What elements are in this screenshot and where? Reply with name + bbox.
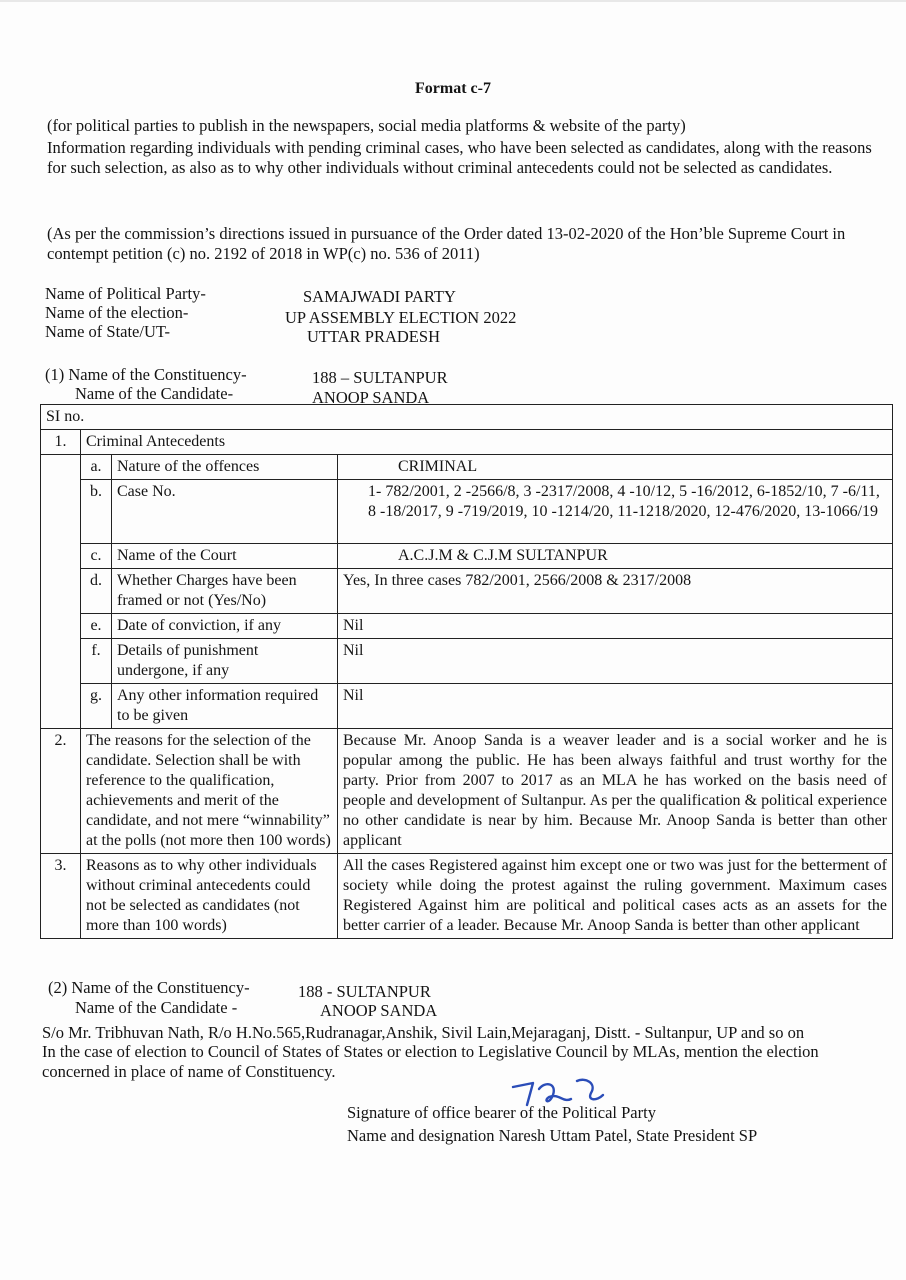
sub-value: Nil — [338, 614, 893, 639]
table-row — [41, 480, 893, 544]
intro-line-1: (for political parties to publish in the newspapers, social media platforms & website of the party) — [47, 116, 686, 135]
selection-reason-value: Because Mr. Anoop Sanda is a weaver leader and is a social worker and he is popular among the public. He has been always faithful and trust worthy for the party. Prior from 2007 to 2017 as an MLA he has worked on the basis need of people and development of Sultanpur. As per the qualification & political experience no other candidate is near by him. Because Mr. Anoop Sanda is better than other applicant — [338, 729, 893, 854]
table-row — [41, 854, 893, 939]
row-number: 2. — [41, 729, 81, 854]
table-row — [41, 729, 893, 854]
candidate-value: ANOOP SANDA — [312, 388, 430, 407]
sub-letter: g. — [81, 684, 112, 729]
table-row — [41, 569, 893, 614]
party-label: Name of Political Party- — [45, 284, 206, 303]
sub-label: Details of punishment undergone, if any — [112, 639, 338, 684]
candidate-label: Name of the Candidate- — [75, 384, 234, 403]
constituency-value-2: 188 - SULTANPUR — [298, 982, 431, 1001]
table-row — [41, 455, 893, 480]
table-row — [41, 430, 893, 455]
election-value: UP ASSEMBLY ELECTION 2022 — [285, 308, 517, 327]
table-row — [41, 684, 893, 729]
state-label: Name of State/UT- — [45, 322, 170, 341]
candidate-label-2: Name of the Candidate - — [75, 998, 238, 1017]
sub-value: Nil — [338, 639, 893, 684]
sub-letter: e. — [81, 614, 112, 639]
sub-value: 1- 782/2001, 2 -2566/8, 3 -2317/2008, 4 -10/12, 5 -16/2012, 6-1852/10, 7 -6/11, 8 -18/2017, 9 -719/2019, 10 -1214/20, 11-1218/2020, 12-476/2020, 13-1066/19 — [338, 480, 893, 544]
criminal-antecedents-table — [40, 404, 893, 939]
council-note: In the case of election to Council of States of States or election to Legislative Council by MLAs, mention the election concerned in place of name of Constituency. — [42, 1042, 819, 1081]
sub-label: Case No. — [112, 480, 338, 544]
table-row — [41, 405, 893, 430]
sub-label: Any other information required to be given — [112, 684, 338, 729]
state-value: UTTAR PRADESH — [307, 327, 440, 346]
criminal-antecedents-heading: Criminal Antecedents — [81, 430, 893, 455]
row-number: 3. — [41, 854, 81, 939]
sub-label: Whether Charges have been framed or not (Yes/No) — [112, 569, 338, 614]
sub-letter: d. — [81, 569, 112, 614]
constituency-value: 188 – SULTANPUR — [312, 368, 448, 387]
sub-letter: f. — [81, 639, 112, 684]
constituency-label: (1) Name of the Constituency- — [45, 365, 247, 384]
candidate-value-2: ANOOP SANDA — [320, 1001, 438, 1020]
sub-letter: c. — [81, 544, 112, 569]
sub-label: Name of the Court — [112, 544, 338, 569]
intro-paragraph: Information regarding individuals with pending criminal cases, who have been selected as candidates, along with the reasons for such selection, as also as to why other individuals without criminal antecedents could not be selected as candidates. — [47, 138, 872, 177]
sl-no-header: SI no. — [41, 405, 893, 430]
signature-stroke — [513, 1080, 603, 1105]
selection-reason-label: The reasons for the selection of the candidate. Selection shall be with reference to the qualification, achievements and merit of the candidate, and not mere “winnability” at the polls (not more then 100 words) — [81, 729, 338, 854]
other-individuals-value: All the cases Registered against him except one or two was just for the betterment of society while doing the protest against the ruling government. Maximum cases Registered Against him are political and political cases acts as an assets for the better carrier of a leader. Because Mr. Anoop Sanda is better than other applicant — [338, 854, 893, 939]
row-spacer — [41, 455, 81, 729]
signature-line: Signature of office bearer of the Political Party — [347, 1103, 656, 1122]
table-row — [41, 614, 893, 639]
sub-value: A.C.J.M & C.J.M SULTANPUR — [338, 544, 893, 569]
row-number: 1. — [41, 430, 81, 455]
sub-letter: b. — [81, 480, 112, 544]
sub-label: Date of conviction, if any — [112, 614, 338, 639]
constituency-label-2: (2) Name of the Constituency- — [48, 978, 250, 997]
scan-edge — [0, 0, 906, 2]
other-individuals-label: Reasons as to why other individuals without criminal antecedents could not be selected as candidates (not more than 100 words) — [81, 854, 338, 939]
sub-value: CRIMINAL — [338, 455, 893, 480]
table-row — [41, 639, 893, 684]
table-row — [41, 544, 893, 569]
sub-label: Nature of the offences — [112, 455, 338, 480]
party-value: SAMAJWADI PARTY — [303, 287, 456, 306]
document-title: Format c-7 — [415, 80, 491, 97]
sub-value: Nil — [338, 684, 893, 729]
sub-letter: a. — [81, 455, 112, 480]
candidate-address: S/o Mr. Tribhuvan Nath, R/o H.No.565,Rudranagar,Anshik, Sivil Lain,Mejaraganj, Distt. - Sultanpur, UP and so on — [42, 1023, 805, 1042]
commission-directions: (As per the commission’s directions issued in pursuance of the Order dated 13-02-2020 of the Hon’ble Supreme Court in contempt petition (c) no. 2192 of 2018 in WP(c) no. 536 of 2011) — [47, 224, 846, 263]
designation-line: Name and designation Naresh Uttam Patel, State President SP — [347, 1126, 758, 1145]
election-label: Name of the election- — [45, 303, 189, 322]
sub-value: Yes, In three cases 782/2001, 2566/2008 & 2317/2008 — [338, 569, 893, 614]
